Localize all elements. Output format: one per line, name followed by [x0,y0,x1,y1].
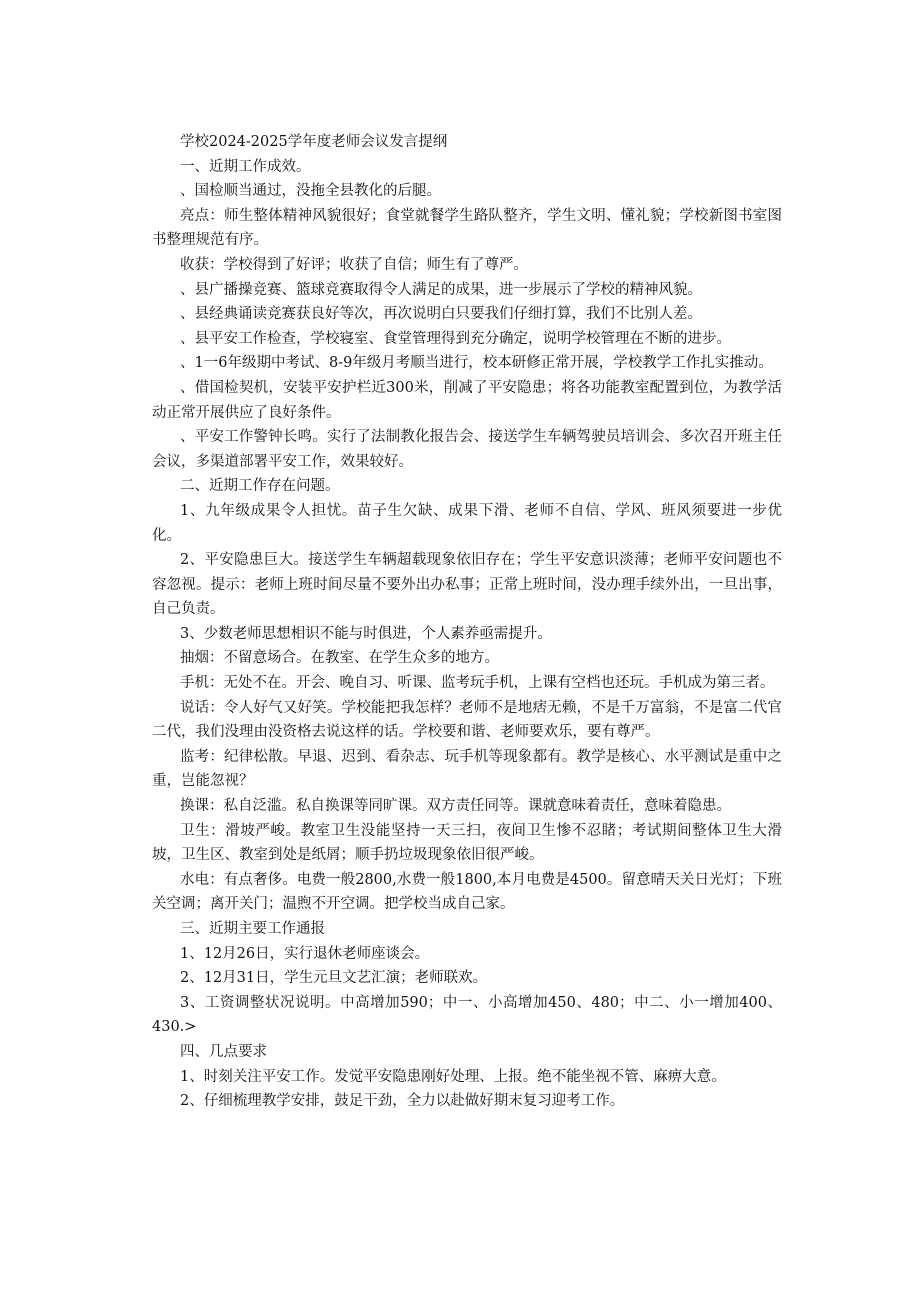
paragraph: 换课：私自泛滥。私自换课等同旷课。双方责任同等。课就意味着责任，意味着隐患。 [180,798,731,815]
paragraph: 一、近期工作成效。 [180,158,311,175]
paragraph: 3、少数老师思想相识不能与时俱进，个人素养亟需提升。 [180,625,552,642]
paragraph: 水电：有点奢侈。电费一般2800,水费一般1800,本月电费是4500。留意晴天关日光灯；下班关空调；离开关门；温煦不开空调。把学校当成自己家。 [152,871,782,913]
paragraph: 亮点：师生整体精神风貌很好；食堂就餐学生路队整齐，学生文明、懂礼貌；学校新图书室图书整理规范有序。 [152,207,782,249]
paragraph: 监考：纪律松散。早退、迟到、看杂志、玩手机等现象都有。教学是核心、水平测试是重中之重，岂能忽视？ [152,748,782,790]
paragraph: 2、12月31日，学生元旦文艺汇演；老师联欢。 [180,970,488,987]
paragraph: 2、平安隐患巨大。接送学生车辆超载现象依旧存在；学生平安意识淡薄；老师平安问题也不容忽视。提示：老师上班时间尽量不要外出办私事；正常上班时间，没办理手续外出，一旦出事，自己负责。 [152,552,782,618]
paragraph: 1、九年级成果令人担忧。苗子生欠缺、成果下滑、老师不自信、学风、班风须要进一步优化。 [152,502,782,544]
document-title: 学校2024-2025学年度老师会议发言提纲 [180,134,448,150]
paragraph: 收获：学校得到了好评；收获了自信；师生有了尊严。 [180,256,528,273]
paragraph: 抽烟：不留意场合。在教室、在学生众多的地方。 [180,650,499,667]
paragraph: 卫生：滑坡严峻。教室卫生没能坚持一天三扫，夜间卫生惨不忍睹；考试期间整体卫生大滑坡，卫生区、教室到处是纸屑；顺手扔垃圾现象依旧很严峻。 [152,822,782,864]
document-body [152,130,782,1114]
paragraph: 、国检顺当通过，没拖全县教化的后腿。 [180,183,441,200]
paragraph: 1、时刻关注平安工作。发觉平安隐患刚好处理、上报。绝不能坐视不管、麻痹大意。 [180,1068,726,1085]
paragraph: 、1一6年级期中考试、8-9年级月考顺当进行，校本研修正常开展，学校教学工作扎实推动。 [180,355,773,372]
paragraph: 、平安工作警钟长鸣。实行了法制教化报告会、接送学生车辆驾驶员培训会、多次召开班主任会议，多渠道部署平安工作，效果较好。 [152,429,782,470]
paragraph: 、县经典诵读竞赛获良好等次，再次说明白只要我们仔细打算，我们不比别人差。 [180,306,702,323]
paragraph: 二、近期工作存在问题。 [180,478,340,495]
paragraph: 手机：无处不在。开会、晚自习、听课、监考玩手机，上课有空档也还玩。手机成为第三者。 [180,675,775,692]
paragraph: 三、近期主要工作通报 [180,921,325,937]
paragraph: 、县平安工作检查，学校寝室、食堂管理得到充分确定，说明学校管理在不断的进步。 [180,330,731,347]
paragraph: 、借国检契机，安装平安护栏近300米，削减了平安隐患；将各功能教室配置到位，为教学活动正常开展供应了良好条件。 [152,379,782,421]
paragraph: 1、12月26日，实行退休老师座谈会。 [180,945,430,962]
paragraph: 、县广播操竞赛、篮球竞赛取得令人满足的成果，进一步展示了学校的精神风貌。 [180,281,702,298]
paragraph: 3、工资调整状况说明。中高增加590；中一、小高增加450、480；中二、小一增加400、430.> [152,994,782,1036]
paragraph: 四、几点要求 [180,1043,267,1060]
paragraph: 2、仔细梳理教学安排，鼓足干劲，全力以赴做好期末复习迎考工作。 [180,1093,625,1110]
paragraph: 说话：令人好气又好笑。学校能把我怎样？老师不是地痞无赖，不是千万富翁，不是富二代官二代，我们没理由没资格去说这样的话。学校要和谐、老师要欢乐，要有尊严。 [152,699,782,741]
